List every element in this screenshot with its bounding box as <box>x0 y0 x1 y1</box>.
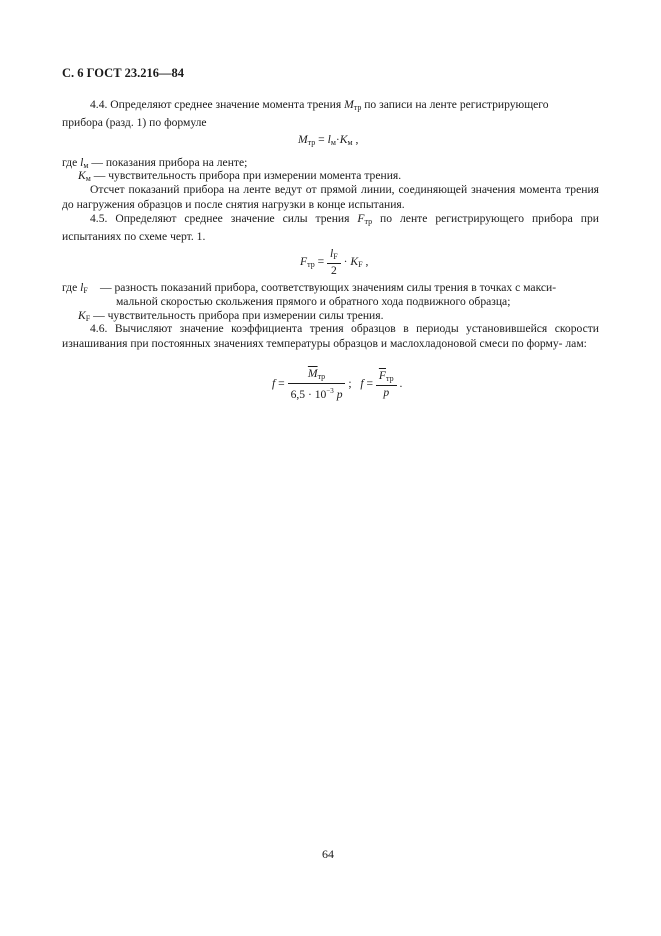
page-number: 64 <box>322 847 334 861</box>
section-4-5: 4.5. Определяют среднее значение силы трения $F_{тр}$ по ленте регистрирующего прибора при испытаниях по схеме черт. 1. <box>62 212 599 243</box>
subscript-tr: тр <box>353 103 362 112</box>
where-K-m: $K_м$ — чувствительность прибора при измерении момента трения. <box>78 169 402 183</box>
where-l-F-text2: мальной скоростью скольжения прямого и обратного хода подвижного образца; <box>116 295 511 308</box>
section-4-4 <box>62 97 599 130</box>
section-4-6: 4.6. Вычисляют значение коэффициента трения образцов в периоды установившейся скорости изнашивания при постоянных значениях температуры образцов и маслохладоновой смеси по форму- лам: <box>62 322 599 350</box>
section-4-4-text: 4.4. Определяют среднее значение момента трения <box>90 98 345 111</box>
formula-friction-coefficient: f = $\frac{\overline{M}_{тр}}{6,5 \cdot 10^{-3} p}$ ; f = $\frac{\overline{F}_{тр}}{p}$ . <box>272 367 403 401</box>
where-l-F: где $l_F$ <box>62 281 88 295</box>
section-4-4-text-end: по записи на ленте регистрирующего <box>361 98 549 111</box>
where-K-F: $K_F$ — чувствительность прибора при измерении силы трения. <box>78 309 384 323</box>
page-header: С. 6 ГОСТ 23.216—84 <box>62 66 185 80</box>
formula-friction-force: $F_{тр}$ = $\frac{l_F}{2}$ · $K_F$ , <box>300 247 369 277</box>
paragraph-otschet: Отсчет показаний прибора на ленте ведут от прямой линии, соединяющей значения момента трения до нагружения образцов и после снятия нагрузки в конце испытания. <box>62 183 599 211</box>
where-l-F-text1: — разность показаний прибора, соответствующих значениям силы трения в точках с макси- <box>100 281 557 294</box>
formula-moment: $M_{тр} = l_м\cdot K_м$ , <box>298 133 359 147</box>
symbol-M: M <box>344 98 354 111</box>
where-l-m: где $l_м$ — показания прибора на ленте; <box>62 156 248 170</box>
section-4-4-line2: прибора (разд. 1) по формуле <box>62 116 207 129</box>
